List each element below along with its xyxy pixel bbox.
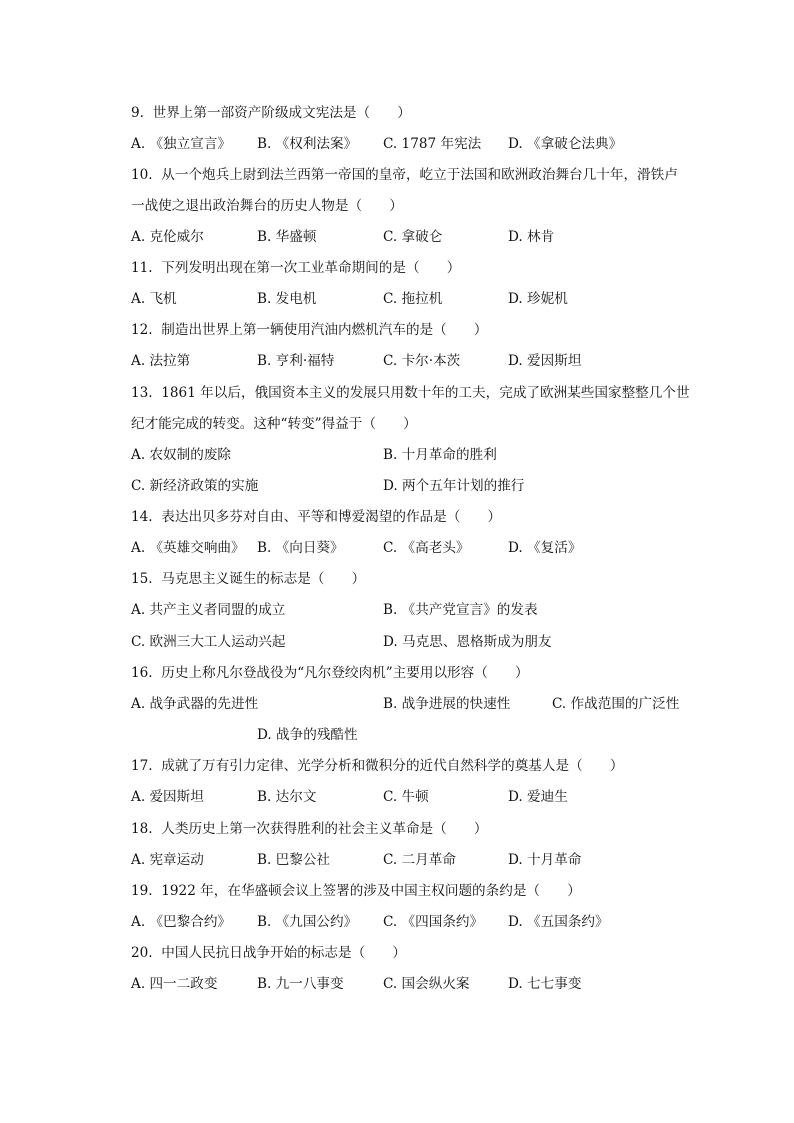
option-d: D. 马克思、恩格斯成为朋友: [383, 634, 552, 650]
option-c: C. 《高老头》: [383, 540, 470, 556]
question-20-stem: 20. 中国人民抗日战争开始的标志是（ ）: [131, 945, 406, 961]
option-b: B. 华盛顿: [257, 229, 317, 245]
question-18-stem: 18. 人类历史上第一次获得胜利的社会主义革命是（ ）: [131, 821, 488, 837]
option-d: D. 《拿破仑法典》: [508, 136, 623, 152]
option-d: D. 十月革命: [508, 852, 582, 868]
option-d: D. 《复活》: [508, 540, 582, 556]
option-d: D. 两个五年计划的推行: [383, 478, 525, 494]
option-d: D. 七七事变: [508, 976, 582, 992]
option-b: B. 巴黎公社: [257, 852, 331, 868]
option-d: D. 爱因斯坦: [508, 353, 582, 369]
option-a: A. 四一二政变: [131, 976, 218, 992]
option-c: C. 欧洲三大工人运动兴起: [131, 634, 286, 650]
option-b: B. 发电机: [257, 291, 317, 307]
option-c: C. 作战范围的广泛性: [552, 696, 680, 712]
option-c: C. 牛顿: [383, 789, 429, 805]
question-19-stem: 19. 1922 年，在华盛顿会议上签署的涉及中国主权问题的条约是（ ）: [131, 883, 581, 899]
option-c: C. 《四国条约》: [383, 914, 484, 930]
option-c: C. 二月革命: [383, 852, 456, 868]
option-d: D. 爱迪生: [508, 789, 568, 805]
option-a: A. 共产主义者同盟的成立: [131, 602, 286, 618]
option-a: A. 《巴黎合约》: [131, 914, 232, 930]
option-b: B. 《九国公约》: [257, 914, 358, 930]
option-a: A. 《独立宣言》: [131, 136, 232, 152]
option-c: C. 新经济政策的实施: [131, 478, 259, 494]
question-14-stem: 14. 表达出贝多芬对自由、平等和博爱渴望的作品是（ ）: [131, 509, 502, 525]
option-a: A. 《英雄交响曲》: [131, 540, 245, 556]
question-9-stem: 9. 世界上第一部资产阶级成文宪法是（ ）: [131, 105, 411, 121]
option-b: B. 亨利·福特: [257, 353, 335, 369]
question-10-stem: 10. 从一个炮兵上尉到法兰西第一帝国的皇帝，屹立于法国和欧洲政治舞台几十年，滑铁卢: [131, 167, 678, 183]
option-d: D. 战争的残酷性: [257, 727, 358, 743]
option-c: C. 卡尔·本茨: [383, 353, 461, 369]
option-b: B. 十月革命的胜利: [383, 447, 497, 463]
option-a: A. 宪章运动: [131, 852, 204, 868]
option-b: B. 九一八事变: [257, 976, 344, 992]
option-b: B. 《权利法案》: [257, 136, 358, 152]
option-d: D. 珍妮机: [508, 291, 568, 307]
question-10-stem-continued: 一战使之退出政治舞台的历史人物是（ ）: [131, 198, 403, 214]
option-c: C. 拖拉机: [383, 291, 443, 307]
option-c: C. 拿破仑: [383, 229, 443, 245]
option-a: A. 爱因斯坦: [131, 789, 204, 805]
option-a: A. 克伦威尔: [131, 229, 204, 245]
option-b: B. 《向日葵》: [257, 540, 344, 556]
question-12-stem: 12. 制造出世界上第一辆使用汽油内燃机汽车的是（ ）: [131, 322, 488, 338]
question-11-stem: 11. 下列发明出现在第一次工业革命期间的是（ ）: [131, 260, 461, 276]
question-16-stem: 16. 历史上称凡尔登战役为“凡尔登绞肉机”主要用以形容（ ）: [131, 665, 529, 681]
option-d: D. 林肯: [508, 229, 555, 245]
option-c: C. 1787 年宪法: [383, 136, 482, 152]
option-a: A. 农奴制的废除: [131, 447, 232, 463]
question-13-stem: 13. 1861 年以后，俄国资本主义的发展只用数十年的工夫，完成了欧洲某些国家整整几个世: [131, 385, 690, 401]
option-b: B. 战争进展的快速性: [383, 696, 511, 712]
question-15-stem: 15. 马克思主义诞生的标志是（ ）: [131, 571, 366, 587]
option-b: B. 达尔文: [257, 789, 317, 805]
option-c: C. 国会纵火案: [383, 976, 470, 992]
option-a: A. 法拉第: [131, 353, 191, 369]
question-17-stem: 17. 成就了万有引力定律、光学分析和微积分的近代自然科学的奠基人是（ ）: [131, 758, 624, 774]
option-a: A. 飞机: [131, 291, 177, 307]
option-b: B. 《共产党宣言》的发表: [383, 602, 538, 618]
option-d: D. 《五国条约》: [508, 914, 609, 930]
option-a: A. 战争武器的先进性: [131, 696, 259, 712]
question-13-stem-continued: 纪才能完成的转变。这种“转变”得益于（ ）: [131, 416, 417, 432]
